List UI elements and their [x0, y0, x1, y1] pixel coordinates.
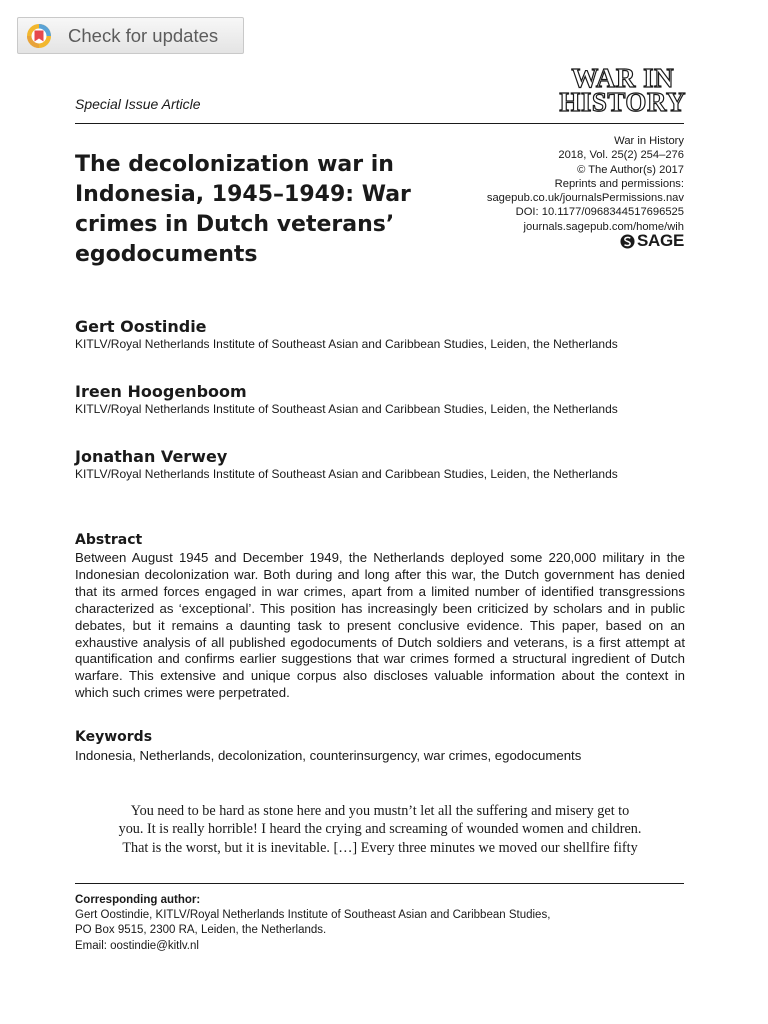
doi-link[interactable]: DOI: 10.1177/0968344517696525	[515, 206, 684, 219]
abstract-text: Between August 1945 and December 1949, the Netherlands deployed some 220,000 military in the Indonesian decolonization war. Both during and long after this war, the Dutch government has denied that its armed forces engaged in war crimes, apart from a limited number of identified transgressions characterized as ‘exceptional’. This position has increasingly been criticized by scholars and in public debates, but it remains a daunting task to present conclusive evidence. This paper, based on an exhaustive analysis of all published egodocuments of Dutch soldiers and veterans, is a first attempt at quantification and confirms earlier suggestions that war crimes formed a structural ingredient of Dutch warfare. This extensive and unique corpus also discloses valuable information about the context in which such crimes were perpetrated.	[75, 550, 685, 701]
abstract-heading: Abstract	[75, 532, 143, 548]
keywords-section	[75, 729, 685, 764]
author-affiliation: KITLV/Royal Netherlands Institute of Southeast Asian and Caribbean Studies, Leiden, the Netherlands	[75, 337, 618, 351]
author-name: Gert Oostindie	[75, 317, 207, 336]
author-block	[75, 318, 618, 352]
corresponding-email[interactable]: Email: oostindie@kitlv.nl	[75, 939, 199, 952]
corresponding-heading: Corresponding author:	[75, 894, 201, 906]
author-block	[75, 383, 618, 417]
author-affiliation: KITLV/Royal Netherlands Institute of Southeast Asian and Caribbean Studies, Leiden, the Netherlands	[75, 402, 618, 416]
journal-home-link[interactable]: journals.sagepub.com/home/wih	[523, 220, 684, 233]
article-title: The decolonization war in Indonesia, 1945–1949: War crimes in Dutch veterans’ egodocuments	[75, 152, 411, 267]
abstract-section	[75, 532, 685, 702]
corresponding-line: PO Box 9515, 2300 RA, Leiden, the Netherlands.	[75, 924, 327, 937]
author-name: Jonathan Verwey	[75, 447, 228, 466]
journal-metadata	[487, 134, 684, 234]
corresponding-author	[75, 893, 685, 954]
reprints-label: Reprints and permissions:	[554, 177, 684, 190]
quote-line: That is the worst, but it is inevitable. […] Every three minutes we moved our shellfire fifty	[122, 839, 638, 856]
quote-line: you. It is really horrible! I heard the crying and screaming of wounded women and children.	[118, 821, 642, 838]
keywords-heading: Keywords	[75, 729, 153, 745]
copyright: © The Author(s) 2017	[577, 163, 684, 176]
journal-logo-line2: HISTORY	[559, 87, 686, 117]
author-name: Ireen Hoogenboom	[75, 382, 247, 401]
check-for-updates-button[interactable]	[17, 17, 244, 54]
epigraph-quote	[90, 802, 670, 857]
author-block	[75, 448, 618, 482]
journal-logo-line1: WAR IN	[571, 63, 675, 93]
journal-volume: 2018, Vol. 25(2) 254–276	[558, 149, 684, 162]
keywords-text: Indonesia, Netherlands, decolonization, counterinsurgency, war crimes, egodocuments	[75, 748, 582, 763]
sage-logo-icon	[620, 234, 635, 249]
publisher-name: SAGE	[637, 231, 684, 250]
check-for-updates-label: Check for updates	[68, 24, 219, 46]
journal-logo	[559, 63, 686, 117]
corresponding-line: Gert Oostindie, KITLV/Royal Netherlands Institute of Southeast Asian and Caribbean Studies,	[75, 909, 551, 922]
header-divider	[75, 123, 684, 124]
permissions-link[interactable]: sagepub.co.uk/journalsPermissions.nav	[486, 192, 684, 205]
crossmark-icon	[26, 23, 52, 49]
journal-name: War in History	[614, 135, 684, 147]
footnote-divider	[75, 883, 684, 884]
publisher-logo	[620, 231, 684, 251]
quote-line: You need to be hard as stone here and you mustn’t let all the suffering and misery get to	[130, 803, 630, 819]
article-type: Special Issue Article	[75, 96, 201, 112]
author-affiliation: KITLV/Royal Netherlands Institute of Southeast Asian and Caribbean Studies, Leiden, the Netherlands	[75, 467, 618, 481]
